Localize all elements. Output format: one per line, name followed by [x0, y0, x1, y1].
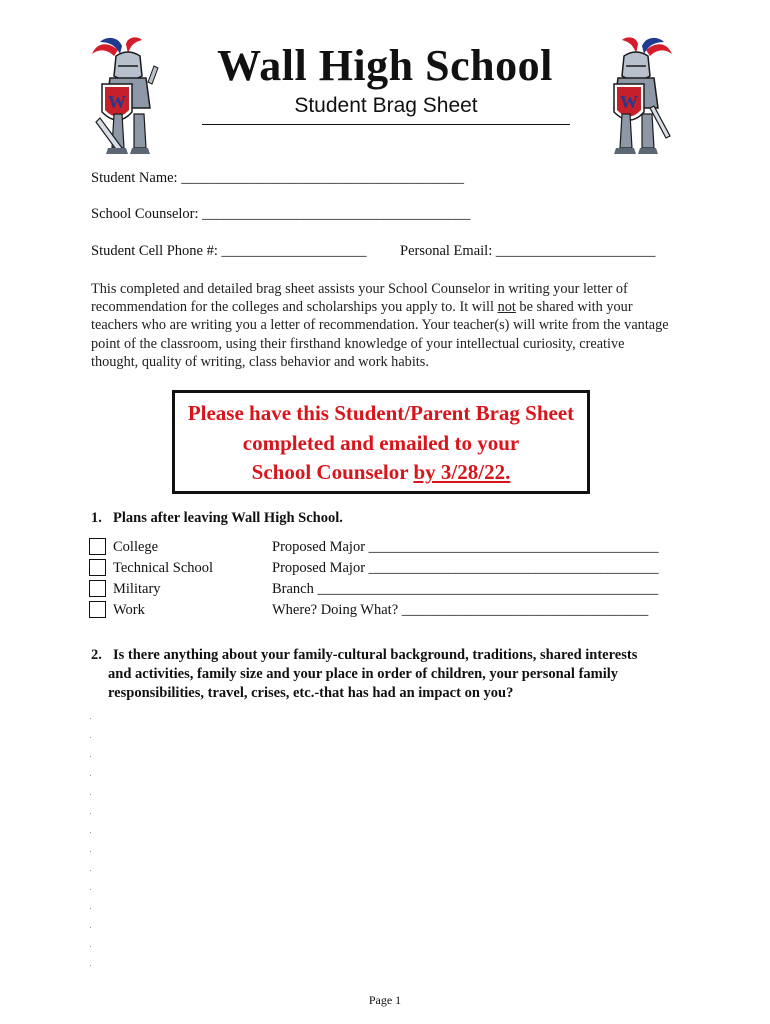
option-label-college: College	[113, 539, 159, 555]
college-checkbox[interactable]	[89, 538, 106, 555]
military-checkbox[interactable]	[89, 580, 106, 597]
question-2-line-1	[91, 646, 681, 665]
question-2-line-2: and activities, family size and your place in order of children, your personal family	[108, 666, 619, 682]
cell-phone-field[interactable]: Student Cell Phone #: ____________________	[91, 243, 367, 259]
option-label-military: Military	[113, 581, 161, 597]
intro-emphasis: not	[497, 299, 516, 316]
work-checkbox[interactable]	[89, 601, 106, 618]
logo-letter-right: W	[620, 92, 638, 112]
logo-letter-left: W	[108, 92, 126, 112]
answer-line-marker	[90, 927, 91, 928]
answer-line-marker	[90, 718, 91, 719]
intro-text-1: This completed and detailed brag sheet assists your School Counselor in writing your letter of recommendation for the colleges and scholarships you apply to. It will	[91, 281, 628, 316]
knight-mascot-logo-right	[596, 36, 676, 164]
deadline-notice-box	[172, 390, 590, 494]
option-label-work: Work	[113, 602, 145, 618]
question-2-answer-area[interactable]	[88, 705, 678, 975]
answer-line-marker	[90, 946, 91, 947]
answer-line-marker	[90, 870, 91, 871]
page-number: Page 1	[368, 993, 402, 1007]
answer-line-marker	[90, 794, 91, 795]
sheet-subtitle: Student Brag Sheet	[294, 94, 478, 117]
answer-line-marker	[90, 851, 91, 852]
work-description-field[interactable]: Where? Doing What? __________________________________	[272, 602, 649, 618]
question-1-number: 1.	[91, 510, 102, 526]
student-name-field[interactable]: Student Name: _______________________________________	[91, 170, 464, 186]
technical-school-checkbox[interactable]	[89, 559, 106, 576]
question-2	[91, 646, 681, 703]
option-label-technical-school: Technical School	[113, 560, 214, 576]
question-2-line-3: responsibilities, travel, crises, etc.-that has had an impact on you?	[108, 685, 514, 701]
knight-mascot-logo-left	[88, 36, 168, 164]
answer-line-marker	[90, 832, 91, 833]
school-name-title: Wall High School	[217, 41, 553, 90]
school-counselor-field[interactable]: School Counselor: _____________________________________	[91, 206, 471, 222]
personal-email-field[interactable]: Personal Email: ______________________	[400, 243, 656, 259]
answer-line-marker	[90, 965, 91, 966]
notice-line-3	[175, 460, 587, 485]
question-2-text-1: Is there anything about your family-cultural background, traditions, shared interests	[113, 647, 638, 663]
question-1	[91, 510, 343, 527]
military-branch-field[interactable]: Branch _______________________________________________	[272, 581, 659, 597]
question-2-number: 2.	[91, 647, 102, 663]
notice-deadline: by 3/28/22.	[413, 460, 511, 484]
notice-line-2: completed and emailed to your	[242, 431, 520, 455]
notice-line-3-prefix: School Counselor	[251, 460, 414, 484]
answer-line-marker	[90, 737, 91, 738]
answer-line-marker	[90, 889, 91, 890]
answer-line-marker	[90, 908, 91, 909]
answer-line-marker	[90, 813, 91, 814]
intro-text-2: be shared with your teachers who are writing you a letter of recommendation. Your teacher(s) will write from the vantage point of the classroom, using their firsthand knowledge of your intellectual curiosity, creative thought, quality of writing, class behavior and work habits.	[91, 299, 669, 370]
technical-major-field[interactable]: Proposed Major ________________________________________	[272, 560, 659, 576]
title-divider	[202, 124, 570, 125]
answer-line-marker	[90, 775, 91, 776]
college-major-field[interactable]: Proposed Major ________________________________________	[272, 539, 659, 555]
answer-line-marker	[90, 756, 91, 757]
intro-paragraph	[91, 280, 675, 371]
notice-line-1: Please have this Student/Parent Brag Sheet	[187, 401, 575, 425]
question-1-text: Plans after leaving Wall High School.	[113, 510, 343, 526]
